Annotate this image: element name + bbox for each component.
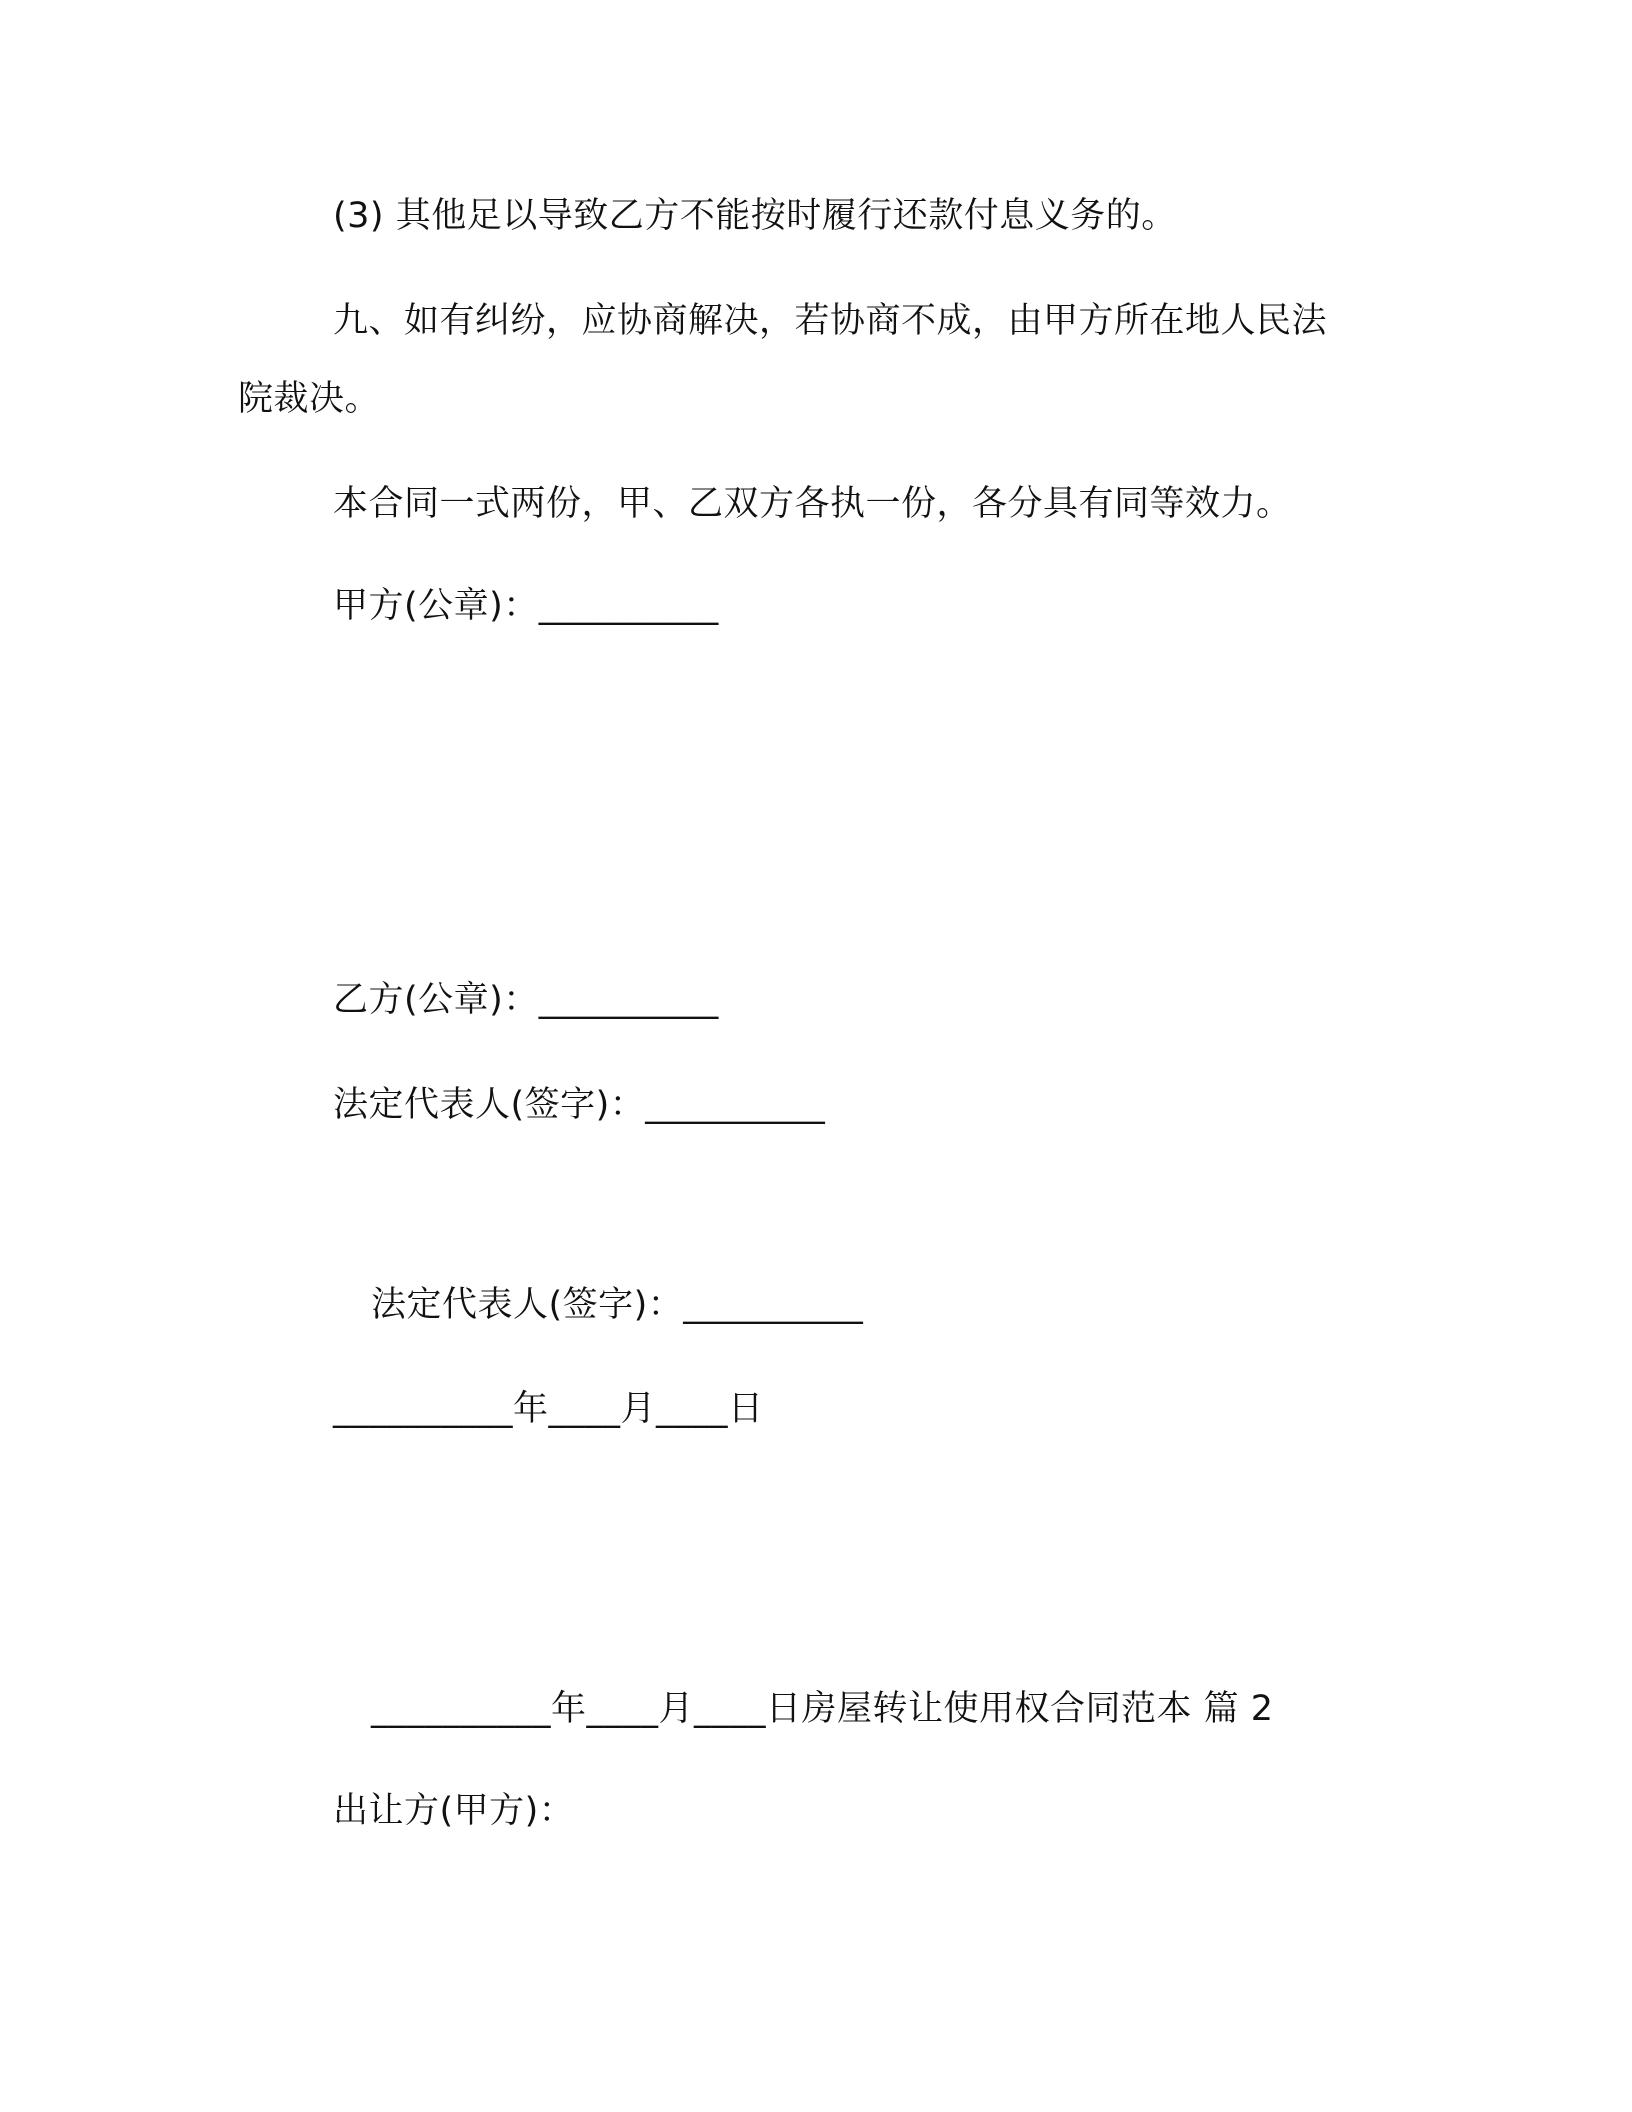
transferor-party-a-line: 出让方(甲方)：: [333, 1791, 575, 1831]
party-a-seal-line: 甲方(公章)：__________: [333, 586, 719, 626]
clause-9-line-2: 院裁决。: [238, 379, 381, 419]
clause-9-line-1: 九、如有纠纷，应协商解决，若协商不成，由甲方所在地人民法: [333, 301, 1328, 341]
date-line: __________年____月____日: [333, 1389, 764, 1429]
legal-rep-signature-line-2: 法定代表人(签字)：__________: [371, 1285, 864, 1325]
section-2-title: __________年____月____日房屋转让使用权合同范本 篇 2: [371, 1689, 1274, 1729]
party-b-seal-line: 乙方(公章)：__________: [333, 980, 719, 1020]
copies-statement: 本合同一式两份，甲、乙双方各执一份，各分具有同等效力。: [333, 484, 1292, 524]
clause-3-line: (3) 其他足以导致乙方不能按时履行还款付息义务的。: [333, 196, 1177, 236]
legal-rep-signature-line-1: 法定代表人(签字)：__________: [333, 1085, 826, 1125]
